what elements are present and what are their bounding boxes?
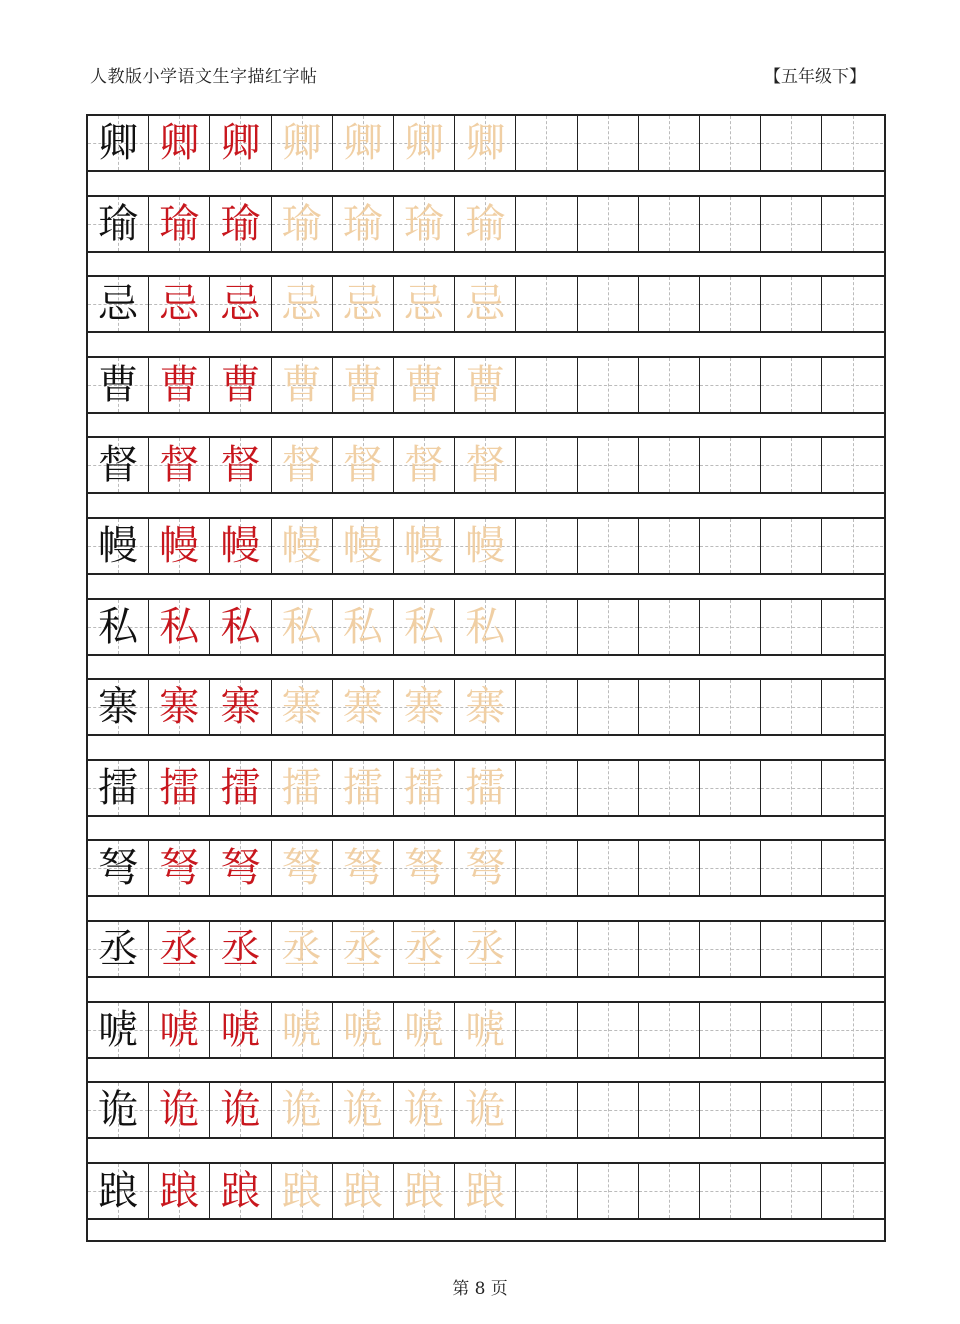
trace-character: 督: [342, 442, 383, 489]
trace-cell: [333, 1083, 394, 1137]
practice-row: [88, 356, 884, 414]
blank-practice-cell: [822, 922, 883, 976]
red-cell: [210, 761, 271, 815]
trace-cell: [333, 1003, 394, 1057]
blank-practice-cell: [700, 438, 761, 492]
blank-practice-cell: [822, 277, 883, 331]
practice-row: [88, 1081, 884, 1139]
blank-practice-cell: [761, 358, 822, 412]
trace-character: 寨: [342, 684, 383, 731]
blank-practice-cell: [639, 922, 700, 976]
trace-cell: [394, 1164, 455, 1218]
blank-practice-cell: [700, 1164, 761, 1218]
trace-character: 唬: [465, 1006, 506, 1053]
red-character: 幔: [159, 523, 200, 569]
trace-character: 丞: [342, 926, 383, 972]
red-cell: [149, 197, 210, 251]
trace-character: 擂: [281, 764, 322, 811]
trace-cell: [394, 1083, 455, 1137]
red-cell: [210, 116, 271, 170]
red-character: 曹: [159, 361, 200, 408]
trace-character: 擂: [404, 764, 445, 811]
trace-cell: [333, 841, 394, 895]
trace-character: 曹: [465, 361, 506, 408]
model-character: 曹: [98, 361, 139, 408]
model-cell: [88, 600, 149, 654]
red-character: 擂: [159, 764, 200, 811]
trace-character: 督: [465, 442, 506, 489]
trace-cell: [333, 438, 394, 492]
blank-practice-cell: [516, 197, 577, 251]
trace-cell: [455, 197, 516, 251]
blank-practice-cell: [516, 761, 577, 815]
trace-character: 忌: [404, 281, 445, 328]
red-character: 踉: [220, 1167, 261, 1214]
red-character: 曹: [220, 361, 261, 408]
model-cell: [88, 680, 149, 734]
red-cell: [210, 841, 271, 895]
red-cell: [149, 761, 210, 815]
trace-cell: [394, 600, 455, 654]
trace-character: 督: [404, 442, 445, 489]
trace-character: 瑜: [404, 200, 445, 247]
trace-character: 督: [281, 442, 322, 489]
blank-practice-cell: [761, 1003, 822, 1057]
blank-practice-cell: [700, 600, 761, 654]
blank-practice-cell: [700, 519, 761, 573]
blank-practice-cell: [822, 1003, 883, 1057]
practice-row: [88, 275, 884, 333]
red-cell: [149, 116, 210, 170]
trace-character: 忌: [281, 281, 322, 328]
blank-practice-cell: [639, 277, 700, 331]
red-cell: [210, 1083, 271, 1137]
model-cell: [88, 438, 149, 492]
model-cell: [88, 1083, 149, 1137]
trace-character: 丞: [465, 926, 506, 972]
trace-character: 擂: [465, 764, 506, 811]
trace-cell: [394, 197, 455, 251]
trace-cell: [455, 277, 516, 331]
trace-character: 唬: [404, 1006, 445, 1053]
red-cell: [149, 519, 210, 573]
trace-cell: [455, 116, 516, 170]
trace-cell: [455, 922, 516, 976]
blank-practice-cell: [578, 438, 639, 492]
blank-practice-cell: [578, 600, 639, 654]
red-character: 瑜: [159, 200, 200, 247]
blank-practice-cell: [516, 519, 577, 573]
red-cell: [210, 438, 271, 492]
red-character: 唬: [159, 1006, 200, 1053]
blank-practice-cell: [761, 600, 822, 654]
blank-practice-cell: [516, 600, 577, 654]
practice-row: [88, 436, 884, 494]
red-cell: [149, 600, 210, 654]
red-cell: [210, 680, 271, 734]
red-cell: [210, 358, 271, 412]
trace-character: 曹: [281, 361, 322, 408]
red-character: 忌: [159, 281, 200, 328]
trace-character: 丞: [404, 926, 445, 972]
model-cell: [88, 1164, 149, 1218]
practice-row: [88, 598, 884, 656]
blank-practice-cell: [700, 116, 761, 170]
blank-practice-cell: [578, 1003, 639, 1057]
practice-row: [88, 116, 884, 172]
model-character: 督: [98, 442, 139, 489]
blank-practice-cell: [700, 1003, 761, 1057]
red-cell: [210, 519, 271, 573]
blank-practice-cell: [822, 600, 883, 654]
trace-character: 诡: [404, 1087, 445, 1134]
trace-character: 幔: [281, 523, 322, 569]
blank-practice-cell: [700, 841, 761, 895]
trace-character: 弩: [404, 845, 445, 892]
blank-practice-cell: [761, 761, 822, 815]
trace-character: 卿: [281, 120, 322, 166]
red-cell: [210, 600, 271, 654]
practice-row: [88, 759, 884, 817]
blank-practice-cell: [578, 277, 639, 331]
trace-character: 幔: [404, 523, 445, 569]
practice-row: [88, 678, 884, 736]
trace-character: 擂: [342, 764, 383, 811]
trace-character: 私: [281, 603, 322, 650]
blank-practice-cell: [639, 680, 700, 734]
red-character: 督: [220, 442, 261, 489]
trace-cell: [272, 600, 333, 654]
blank-practice-cell: [516, 841, 577, 895]
model-character: 寨: [98, 684, 139, 731]
blank-practice-cell: [578, 358, 639, 412]
red-character: 弩: [159, 845, 200, 892]
trace-character: 唬: [342, 1006, 383, 1053]
trace-cell: [455, 358, 516, 412]
red-character: 卿: [220, 120, 261, 166]
blank-practice-cell: [578, 116, 639, 170]
trace-character: 寨: [465, 684, 506, 731]
trace-cell: [333, 197, 394, 251]
blank-practice-cell: [761, 197, 822, 251]
blank-practice-cell: [516, 116, 577, 170]
model-cell: [88, 116, 149, 170]
red-cell: [149, 1003, 210, 1057]
trace-cell: [333, 600, 394, 654]
blank-practice-cell: [516, 1164, 577, 1218]
blank-practice-cell: [639, 600, 700, 654]
trace-character: 诡: [281, 1087, 322, 1134]
blank-practice-cell: [700, 761, 761, 815]
blank-practice-cell: [639, 1083, 700, 1137]
red-cell: [149, 1083, 210, 1137]
trace-character: 唬: [281, 1006, 322, 1053]
model-cell: [88, 761, 149, 815]
trace-character: 踉: [342, 1167, 383, 1214]
trace-character: 诡: [465, 1087, 506, 1134]
trace-cell: [272, 197, 333, 251]
trace-cell: [272, 358, 333, 412]
trace-character: 瑜: [342, 200, 383, 247]
red-cell: [210, 1003, 271, 1057]
blank-practice-cell: [639, 1003, 700, 1057]
blank-practice-cell: [700, 922, 761, 976]
blank-practice-cell: [578, 761, 639, 815]
trace-cell: [455, 1003, 516, 1057]
red-cell: [149, 277, 210, 331]
blank-practice-cell: [761, 1083, 822, 1137]
trace-character: 曹: [404, 361, 445, 408]
trace-cell: [272, 680, 333, 734]
trace-cell: [272, 277, 333, 331]
trace-cell: [272, 1003, 333, 1057]
trace-cell: [272, 438, 333, 492]
blank-practice-cell: [578, 1083, 639, 1137]
blank-practice-cell: [822, 1164, 883, 1218]
trace-cell: [272, 116, 333, 170]
page-number: 第 8 页: [452, 1279, 508, 1299]
blank-practice-cell: [700, 277, 761, 331]
trace-character: 私: [465, 603, 506, 650]
trace-character: 卿: [465, 120, 506, 166]
blank-practice-cell: [822, 197, 883, 251]
red-cell: [210, 1164, 271, 1218]
blank-practice-cell: [639, 438, 700, 492]
red-cell: [149, 680, 210, 734]
red-character: 寨: [159, 684, 200, 731]
blank-practice-cell: [516, 1083, 577, 1137]
practice-row: [88, 920, 884, 978]
blank-practice-cell: [516, 680, 577, 734]
blank-practice-cell: [578, 519, 639, 573]
practice-row: [88, 1001, 884, 1059]
model-character: 卿: [98, 120, 139, 166]
trace-cell: [272, 1164, 333, 1218]
red-character: 私: [159, 603, 200, 650]
red-character: 擂: [220, 764, 261, 811]
blank-practice-cell: [639, 358, 700, 412]
trace-cell: [455, 841, 516, 895]
blank-practice-cell: [578, 841, 639, 895]
model-cell: [88, 277, 149, 331]
practice-row: [88, 1162, 884, 1220]
blank-practice-cell: [761, 277, 822, 331]
trace-cell: [394, 922, 455, 976]
blank-practice-cell: [516, 438, 577, 492]
trace-character: 忌: [465, 281, 506, 328]
model-character: 唬: [98, 1006, 139, 1053]
trace-cell: [455, 600, 516, 654]
red-character: 督: [159, 442, 200, 489]
model-cell: [88, 358, 149, 412]
trace-character: 弩: [465, 845, 506, 892]
model-character: 忌: [98, 281, 139, 328]
model-cell: [88, 841, 149, 895]
trace-cell: [333, 922, 394, 976]
blank-practice-cell: [822, 841, 883, 895]
red-character: 私: [220, 603, 261, 650]
practice-row: [88, 839, 884, 897]
trace-cell: [394, 519, 455, 573]
blank-practice-cell: [516, 1003, 577, 1057]
trace-character: 幔: [465, 523, 506, 569]
trace-character: 私: [404, 603, 445, 650]
trace-cell: [272, 922, 333, 976]
trace-cell: [333, 116, 394, 170]
red-character: 寨: [220, 684, 261, 731]
blank-practice-cell: [700, 1083, 761, 1137]
model-character: 擂: [98, 764, 139, 811]
blank-practice-cell: [822, 680, 883, 734]
red-character: 诡: [159, 1087, 200, 1134]
workbook-title: 人教版小学语文生字描红字帖: [90, 67, 318, 87]
trace-character: 瑜: [465, 200, 506, 247]
blank-practice-cell: [516, 358, 577, 412]
blank-practice-cell: [639, 841, 700, 895]
red-cell: [149, 922, 210, 976]
red-cell: [149, 438, 210, 492]
practice-row: [88, 195, 884, 253]
blank-practice-cell: [822, 761, 883, 815]
blank-practice-cell: [516, 277, 577, 331]
blank-practice-cell: [822, 358, 883, 412]
trace-character: 卿: [342, 120, 383, 166]
model-character: 私: [98, 603, 139, 650]
blank-practice-cell: [761, 922, 822, 976]
blank-practice-cell: [639, 197, 700, 251]
model-character: 丞: [98, 926, 139, 972]
model-character: 弩: [98, 845, 139, 892]
model-character: 踉: [98, 1167, 139, 1214]
trace-character: 卿: [404, 120, 445, 166]
trace-character: 瑜: [281, 200, 322, 247]
blank-practice-cell: [822, 519, 883, 573]
model-cell: [88, 197, 149, 251]
trace-cell: [455, 761, 516, 815]
blank-practice-cell: [700, 680, 761, 734]
blank-practice-cell: [578, 1164, 639, 1218]
trace-cell: [455, 519, 516, 573]
red-character: 卿: [159, 120, 200, 166]
red-character: 瑜: [220, 200, 261, 247]
red-cell: [149, 358, 210, 412]
trace-character: 弩: [342, 845, 383, 892]
blank-practice-cell: [516, 922, 577, 976]
trace-cell: [455, 1083, 516, 1137]
trace-cell: [394, 116, 455, 170]
trace-character: 私: [342, 603, 383, 650]
red-cell: [210, 922, 271, 976]
blank-practice-cell: [578, 680, 639, 734]
blank-practice-cell: [761, 680, 822, 734]
red-cell: [210, 277, 271, 331]
trace-character: 曹: [342, 361, 383, 408]
red-character: 诡: [220, 1087, 261, 1134]
trace-cell: [394, 358, 455, 412]
trace-character: 踉: [404, 1167, 445, 1214]
trace-cell: [455, 680, 516, 734]
red-character: 忌: [220, 281, 261, 328]
trace-cell: [394, 680, 455, 734]
trace-cell: [272, 841, 333, 895]
model-cell: [88, 1003, 149, 1057]
trace-cell: [272, 519, 333, 573]
red-character: 丞: [159, 926, 200, 972]
trace-cell: [394, 841, 455, 895]
model-character: 幔: [98, 523, 139, 569]
trace-cell: [333, 519, 394, 573]
trace-character: 踉: [465, 1167, 506, 1214]
trace-cell: [394, 438, 455, 492]
practice-row: [88, 517, 884, 575]
trace-cell: [333, 358, 394, 412]
trace-character: 寨: [281, 684, 322, 731]
trace-character: 丞: [281, 926, 322, 972]
trace-cell: [333, 761, 394, 815]
trace-cell: [333, 277, 394, 331]
model-cell: [88, 922, 149, 976]
red-character: 踉: [159, 1167, 200, 1214]
red-character: 唬: [220, 1006, 261, 1053]
model-character: 诡: [98, 1087, 139, 1134]
trace-cell: [394, 1003, 455, 1057]
trace-character: 寨: [404, 684, 445, 731]
trace-cell: [333, 680, 394, 734]
blank-practice-cell: [700, 358, 761, 412]
blank-practice-cell: [700, 197, 761, 251]
model-character: 瑜: [98, 200, 139, 247]
blank-practice-cell: [761, 841, 822, 895]
trace-character: 幔: [342, 523, 383, 569]
blank-practice-cell: [639, 116, 700, 170]
blank-practice-cell: [761, 519, 822, 573]
trace-cell: [455, 438, 516, 492]
red-cell: [149, 841, 210, 895]
blank-practice-cell: [761, 438, 822, 492]
grade-label: 【五年级下】: [764, 67, 866, 87]
red-character: 丞: [220, 926, 261, 972]
trace-cell: [394, 761, 455, 815]
blank-practice-cell: [578, 197, 639, 251]
trace-cell: [272, 1083, 333, 1137]
blank-practice-cell: [639, 761, 700, 815]
red-character: 幔: [220, 523, 261, 569]
trace-character: 踉: [281, 1167, 322, 1214]
trace-cell: [455, 1164, 516, 1218]
model-cell: [88, 519, 149, 573]
blank-practice-cell: [822, 1083, 883, 1137]
trace-character: 忌: [342, 281, 383, 328]
blank-practice-cell: [761, 1164, 822, 1218]
trace-cell: [394, 277, 455, 331]
trace-character: 弩: [281, 845, 322, 892]
trace-character: 诡: [342, 1087, 383, 1134]
blank-practice-cell: [822, 438, 883, 492]
practice-sheet: [86, 114, 886, 1242]
blank-practice-cell: [761, 116, 822, 170]
blank-practice-cell: [822, 116, 883, 170]
trace-cell: [272, 761, 333, 815]
blank-practice-cell: [578, 922, 639, 976]
blank-practice-cell: [639, 1164, 700, 1218]
red-cell: [210, 197, 271, 251]
blank-practice-cell: [639, 519, 700, 573]
trace-cell: [333, 1164, 394, 1218]
red-character: 弩: [220, 845, 261, 892]
red-cell: [149, 1164, 210, 1218]
